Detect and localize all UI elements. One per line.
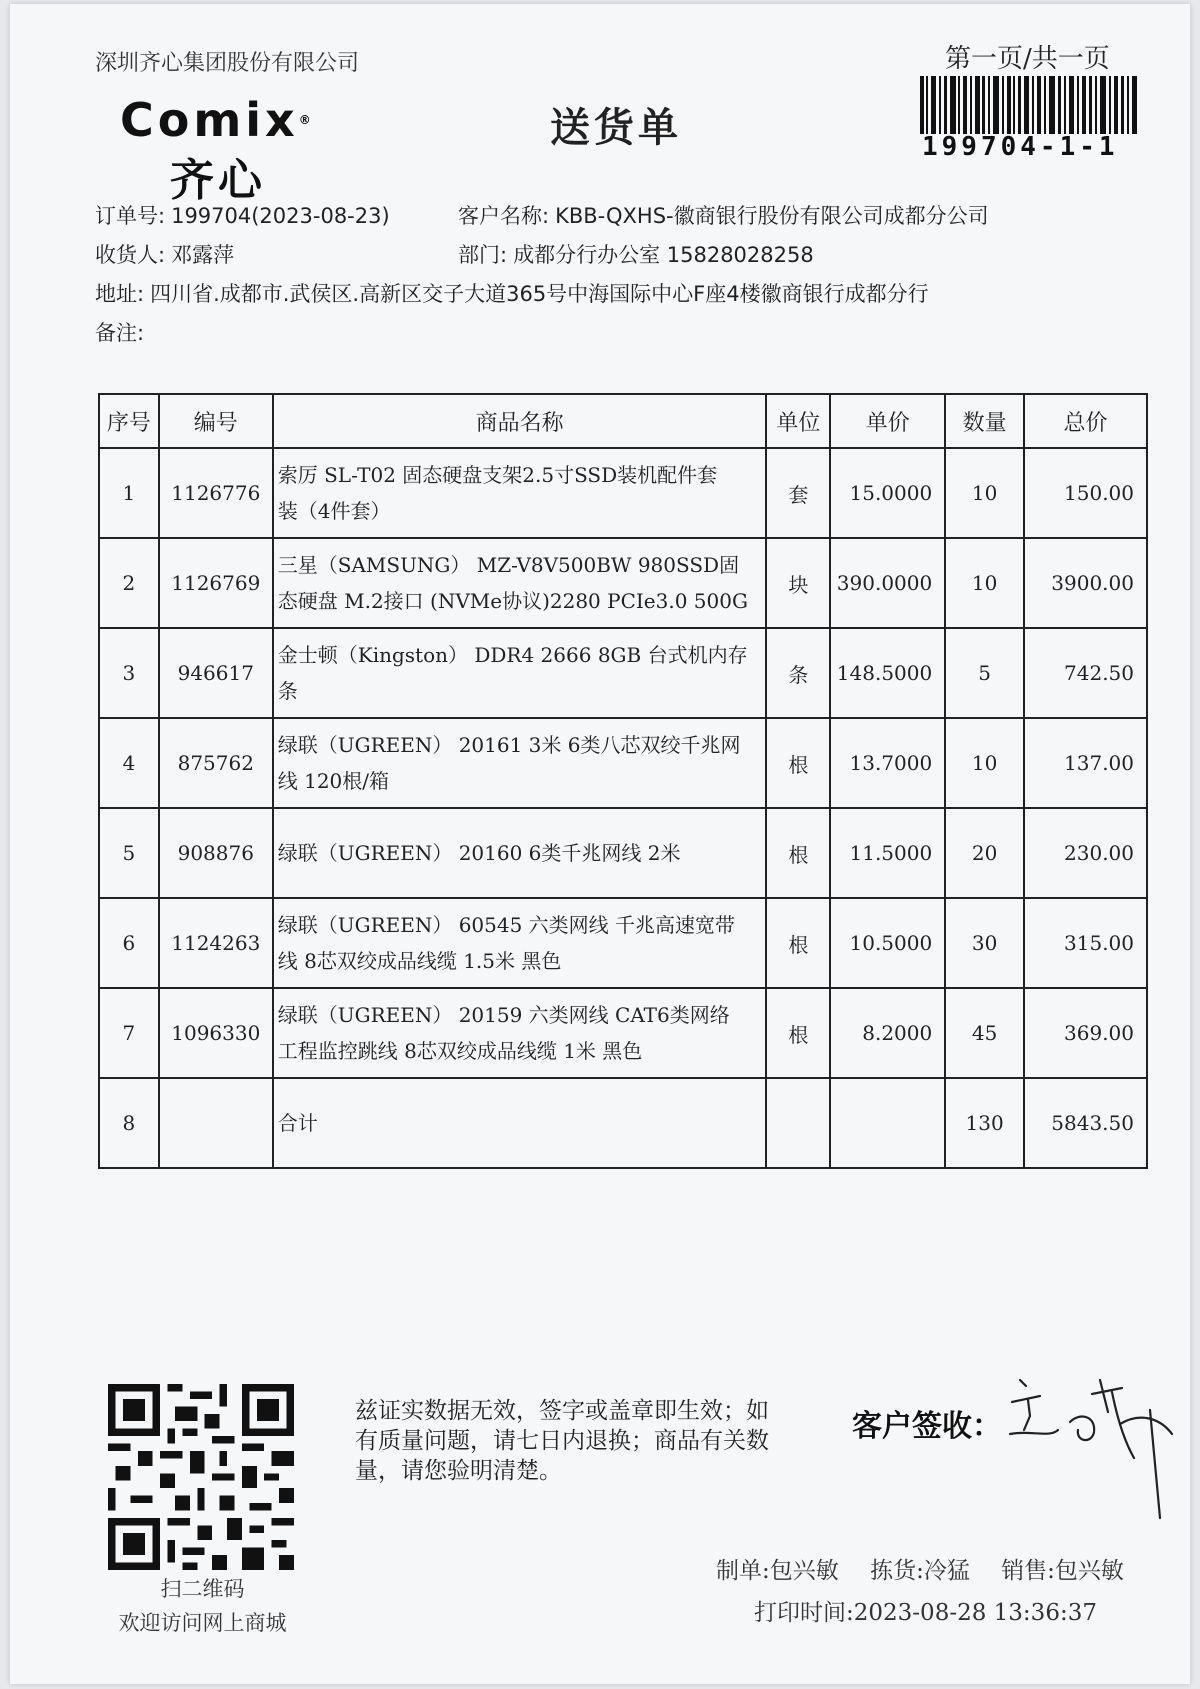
logo-en: Comix® [120, 93, 311, 147]
customer-name: 客户名称: KBB-QXHS-徽商银行股份有限公司成都分公司 [458, 204, 989, 228]
department: 部门: 成都分行办公室 15828028258 [458, 243, 814, 267]
comix-logo [120, 93, 360, 206]
company-name: 深圳齐心集团股份有限公司 [95, 51, 360, 76]
header-seq: 序号 [99, 394, 159, 448]
address: 地址: 四川省.成都市.武侯区.高新区交子大道365号中海国际中心F座4楼徽商银行成都分行 [95, 282, 929, 306]
items-table [98, 393, 1148, 1169]
remark: 备注: [95, 321, 145, 345]
logo-cn: 齐心 [170, 155, 266, 206]
qr-code-image [108, 1384, 294, 1570]
document-title: 送货单 [550, 105, 682, 151]
header-price: 单价 [830, 394, 945, 448]
barcode-image [920, 76, 1140, 134]
print-time: 打印时间:2023-08-28 13:36:37 [754, 1600, 1097, 1626]
customer-sign-label: 客户签收： [852, 1409, 1002, 1444]
header-unit: 单位 [766, 394, 830, 448]
barcode-number: 199704-1-1 [922, 132, 1119, 162]
qr-caption: 扫二维码 欢迎访问网上商城 [118, 1577, 287, 1635]
table-row: 6 1124263 绿联（UGREEN） 60545 六类网线 千兆高速宽带 线 8芯双绞成品线缆 1.5米 黑色 根 10.5000 30 315.00 [99, 898, 1147, 988]
receiver: 收货人: 邓露萍 [95, 243, 235, 267]
table-row: 5 908876 绿联（UGREEN） 20160 6类千兆网线 2米 根 11.5000 20 230.00 [99, 808, 1147, 898]
staff-line: 制单:包兴敏 拣货:冷猛 销售:包兴敏 [716, 1558, 1124, 1584]
table-header-row [99, 394, 1147, 448]
table-row: 7 1096330 绿联（UGREEN） 20159 六类网线 CAT6类网络 工程监控跳线 8芯双绞成品线缆 1米 黑色 根 8.2000 45 369.00 [99, 988, 1147, 1078]
order-number: 订单号: 199704(2023-08-23) [95, 204, 390, 228]
table-row: 3 946617 金士顿（Kingston） DDR4 2666 8GB 台式机内存 条 条 148.5000 5 742.50 [99, 628, 1147, 718]
handwritten-signature [1000, 1372, 1190, 1522]
header-total: 总价 [1024, 394, 1147, 448]
table-total-row: 8 合计 130 5843.50 [99, 1078, 1147, 1168]
table-row: 1 1126776 索厉 SL-T02 固态硬盘支架2.5寸SSD装机配件套 装（4件套） 套 15.0000 10 150.00 [99, 448, 1147, 538]
header-code: 编号 [159, 394, 273, 448]
header-name: 商品名称 [273, 394, 767, 448]
table-row: 4 875762 绿联（UGREEN） 20161 3米 6类八芯双绞千兆网 线 120根/箱 根 13.7000 10 137.00 [99, 718, 1147, 808]
page-indicator: 第一页/共一页 [945, 44, 1110, 74]
notice-text: 兹证实数据无效，签字或盖章即生效；如有质量问题，请七日内退换；商品有关数量，请您验明清楚。 [355, 1398, 769, 1484]
table-row: 2 1126769 三星（SAMSUNG） MZ-V8V500BW 980SSD固 态硬盘 M.2接口 (NVMe协议)2280 PCIe3.0 500G 块 390.0000 10 3900.00 [99, 538, 1147, 628]
header-qty: 数量 [945, 394, 1024, 448]
delivery-note-sheet [10, 4, 1190, 1684]
